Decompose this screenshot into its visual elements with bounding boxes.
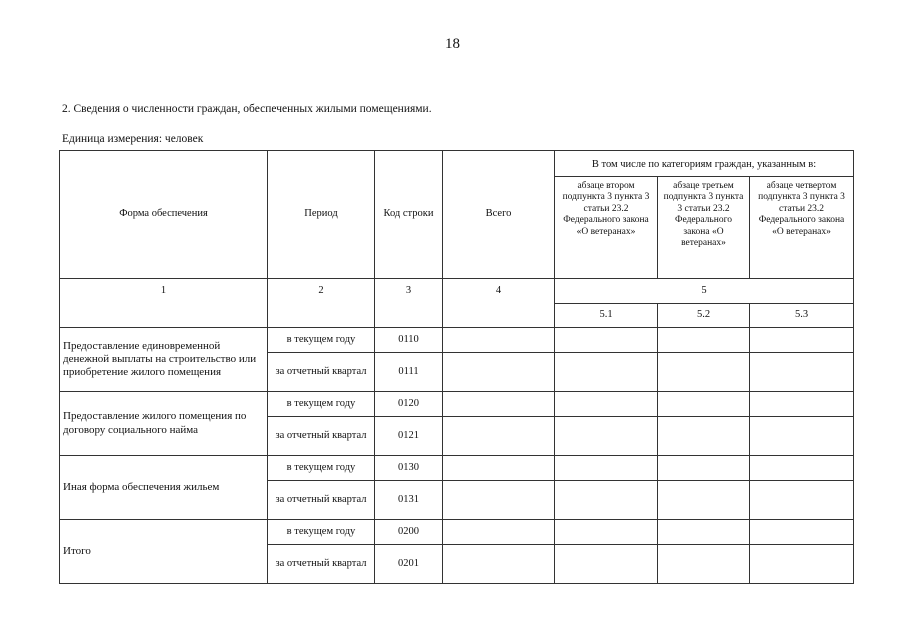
period-reporting-quarter: за отчетный квартал	[268, 481, 375, 520]
cell-category-5-1[interactable]	[555, 520, 658, 545]
cell-total[interactable]	[443, 353, 555, 392]
cell-category-5-3[interactable]	[750, 392, 854, 417]
cell-category-5-2[interactable]	[658, 456, 750, 481]
cell-total[interactable]	[443, 481, 555, 520]
form-lump-sum-payment: Предоставление единовременной денежной выплаты на строительство или приобретение жилого помещения	[60, 328, 268, 392]
cell-category-5-2[interactable]	[658, 545, 750, 584]
header-category-5-2: абзаце третьем подпункта 3 пункта 3 статьи 23.2 Федерального закона «О ветеранах»	[658, 177, 750, 279]
cell-total[interactable]	[443, 328, 555, 353]
header-category-5-3: абзаце четвертом подпункта 3 пункта 3 статьи 23.2 Федерального закона «О ветеранах»	[750, 177, 854, 279]
header-category-5-1: абзаце втором подпункта 3 пункта 3 статьи 23.2 Федерального закона «О ветеранах»	[555, 177, 658, 279]
form-total: Итого	[60, 520, 268, 584]
row-code: 0131	[375, 481, 443, 520]
column-number-2: 2	[268, 279, 375, 328]
cell-category-5-2[interactable]	[658, 353, 750, 392]
form-other-housing: Иная форма обеспечения жильем	[60, 456, 268, 520]
row-code: 0201	[375, 545, 443, 584]
cell-category-5-2[interactable]	[658, 520, 750, 545]
cell-category-5-2[interactable]	[658, 328, 750, 353]
column-number-5: 5	[555, 279, 854, 304]
population-housing-table	[59, 150, 854, 584]
header-code: Код строки	[375, 151, 443, 279]
cell-category-5-2[interactable]	[658, 392, 750, 417]
cell-category-5-1[interactable]	[555, 417, 658, 456]
cell-category-5-1[interactable]	[555, 353, 658, 392]
cell-category-5-1[interactable]	[555, 392, 658, 417]
period-reporting-quarter: за отчетный квартал	[268, 417, 375, 456]
cell-category-5-3[interactable]	[750, 353, 854, 392]
cell-category-5-2[interactable]	[658, 417, 750, 456]
form-social-tenancy: Предоставление жилого помещения по договору социального найма	[60, 392, 268, 456]
column-number-5-3: 5.3	[750, 304, 854, 328]
row-code: 0121	[375, 417, 443, 456]
cell-total[interactable]	[443, 456, 555, 481]
header-period: Период	[268, 151, 375, 279]
cell-total[interactable]	[443, 520, 555, 545]
header-form: Форма обеспечения	[60, 151, 268, 279]
header-categories: В том числе по категориям граждан, указанным в:	[555, 151, 854, 177]
column-number-5-2: 5.2	[658, 304, 750, 328]
period-reporting-quarter: за отчетный квартал	[268, 353, 375, 392]
period-current-year: в текущем году	[268, 392, 375, 417]
row-code: 0111	[375, 353, 443, 392]
cell-category-5-3[interactable]	[750, 328, 854, 353]
cell-category-5-1[interactable]	[555, 328, 658, 353]
row-code: 0200	[375, 520, 443, 545]
cell-category-5-3[interactable]	[750, 545, 854, 584]
cell-category-5-1[interactable]	[555, 456, 658, 481]
section-title: 2. Сведения о численности граждан, обеспеченных жилыми помещениями.	[62, 103, 432, 115]
cell-total[interactable]	[443, 417, 555, 456]
period-reporting-quarter: за отчетный квартал	[268, 545, 375, 584]
column-number-5-1: 5.1	[555, 304, 658, 328]
cell-total[interactable]	[443, 545, 555, 584]
column-number-4: 4	[443, 279, 555, 328]
row-code: 0110	[375, 328, 443, 353]
cell-category-5-3[interactable]	[750, 417, 854, 456]
period-current-year: в текущем году	[268, 328, 375, 353]
cell-category-5-1[interactable]	[555, 545, 658, 584]
period-current-year: в текущем году	[268, 456, 375, 481]
column-number-3: 3	[375, 279, 443, 328]
cell-category-5-3[interactable]	[750, 520, 854, 545]
header-total: Всего	[443, 151, 555, 279]
cell-category-5-2[interactable]	[658, 481, 750, 520]
period-current-year: в текущем году	[268, 520, 375, 545]
unit-of-measure: Единица измерения: человек	[62, 133, 204, 145]
cell-category-5-3[interactable]	[750, 456, 854, 481]
cell-category-5-3[interactable]	[750, 481, 854, 520]
row-code: 0120	[375, 392, 443, 417]
row-code: 0130	[375, 456, 443, 481]
cell-total[interactable]	[443, 392, 555, 417]
column-number-1: 1	[60, 279, 268, 328]
page-number: 18	[445, 36, 460, 52]
cell-category-5-1[interactable]	[555, 481, 658, 520]
